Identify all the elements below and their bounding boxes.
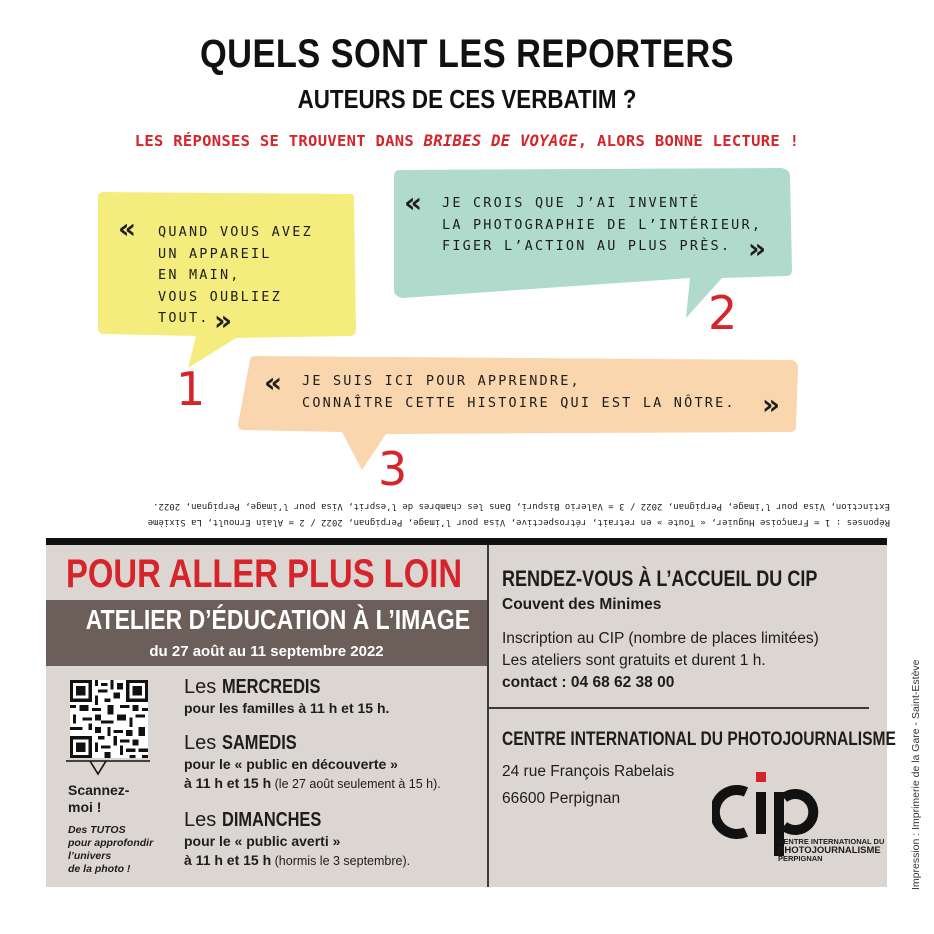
scan-callout-icon	[66, 760, 150, 778]
venue-name: Couvent des Minimes	[502, 596, 662, 613]
day-heading: Les MERCREDIS	[184, 676, 321, 698]
panel-divider	[487, 545, 489, 887]
cip-logo-text: CENTRE INTERNATIONAL DU PHOTOJOURNALISME PERPIGNAN	[778, 837, 885, 863]
day-detail: pour le « public averti »	[184, 833, 341, 849]
day-detail: pour les familles à 11 h et 15 h.	[184, 700, 390, 716]
answers-line1: Réponses : 1 = Françoise Huguier, « Toute » en retrait, rétrospective, Visa pour l’image, Perpignan, 2022 / 2 = Alain Ernoult, La Sixième	[147, 517, 890, 527]
schedule-mercredis	[184, 676, 389, 718]
quote-2-number: 2	[708, 286, 738, 340]
scan-label: Scannez- moi !	[68, 782, 130, 815]
right-panel-divider	[489, 707, 869, 709]
schedule-samedis	[184, 732, 441, 794]
inscription-block	[502, 628, 819, 694]
contact-phone[interactable]: 04 68 62 38 00	[570, 674, 675, 691]
inscription-text: Inscription au CIP (nombre de places limitées)	[502, 630, 819, 647]
rdv-heading: RENDEZ-VOUS À L’ACCUEIL DU CIP	[502, 566, 818, 591]
atelier-dates: du 27 août au 11 septembre 2022	[149, 643, 384, 660]
print-credit: Impression : Imprimerie de la Gare - Saint-Estève	[910, 659, 922, 890]
address	[502, 758, 674, 812]
org-name: CENTRE INTERNATIONAL DU PHOTOJOURNALISME	[502, 729, 896, 750]
close-quote-mark-2: »	[748, 232, 763, 265]
subtitle-after: , ALORS BONNE LECTURE !	[577, 132, 800, 150]
answers-upside-down	[70, 490, 890, 530]
main-title-line2: AUTEURS DE CES VERBATIM ?	[297, 84, 637, 114]
close-quote-mark-3: »	[762, 388, 777, 421]
answers-line2: Extinction, Visa pour l’image, Perpignan, 2022 / 3 = Valerio Bispuri, Dans les chambres de l’esprit, Visa pour l’image, Perpignan, 2022.	[153, 501, 890, 511]
quote-1-number: 1	[176, 362, 206, 416]
tutos-text: Des TUTOS pour approfondir l’univers de la photo !	[68, 824, 154, 875]
subtitle-before: LES RÉPONSES SE TROUVENT DANS	[134, 132, 424, 150]
day-heading: Les DIMANCHES	[184, 809, 322, 831]
schedule-dimanches	[184, 809, 410, 871]
subtitle-book-title: BRIBES DE VOYAGE	[423, 132, 578, 150]
day-time: à 11 h et 15 h (hormis le 3 septembre).	[184, 852, 411, 868]
address-street: 24 rue François Rabelais	[502, 763, 675, 780]
quote-2-text: JE CROIS QUE J’AI INVENTÉ LA PHOTOGRAPHIE DE L’INTÉRIEUR, FIGER L’ACTION AU PLUS PRÈS.	[442, 195, 763, 254]
open-quote-mark-1: «	[118, 212, 133, 245]
day-time: à 11 h et 15 h (le 27 août seulement à 15 h).	[184, 775, 441, 791]
open-quote-mark-3: «	[264, 366, 279, 399]
qr-code-icon[interactable]	[70, 680, 148, 758]
headline-plus-loin: POUR ALLER PLUS LOIN	[66, 552, 463, 596]
quote-3-text: JE SUIS ICI POUR APPRENDRE, CONNAÎTRE CETTE HISTOIRE QUI EST LA NÔTRE.	[302, 373, 736, 411]
contact-line: contact : 04 68 62 38 00	[502, 674, 675, 691]
main-title-line1: QUELS SONT LES REPORTERS	[199, 32, 735, 76]
panel-top-rule	[46, 538, 887, 545]
free-text: Les ateliers sont gratuits et durent 1 h.	[502, 652, 766, 669]
atelier-title: ATELIER D’ÉDUCATION À L’IMAGE	[85, 604, 471, 635]
quote-3-number: 3	[378, 442, 408, 496]
address-city: 66600 Perpignan	[502, 790, 621, 807]
quote-1-text: QUAND VOUS AVEZ UN APPAREIL EN MAIN, VOUS OUBLIEZ TOUT.	[158, 224, 313, 326]
day-heading: Les SAMEDIS	[184, 732, 297, 754]
close-quote-mark-1: »	[214, 304, 229, 337]
open-quote-mark-2: «	[404, 186, 419, 219]
day-detail: pour le « public en découverte »	[184, 756, 398, 772]
